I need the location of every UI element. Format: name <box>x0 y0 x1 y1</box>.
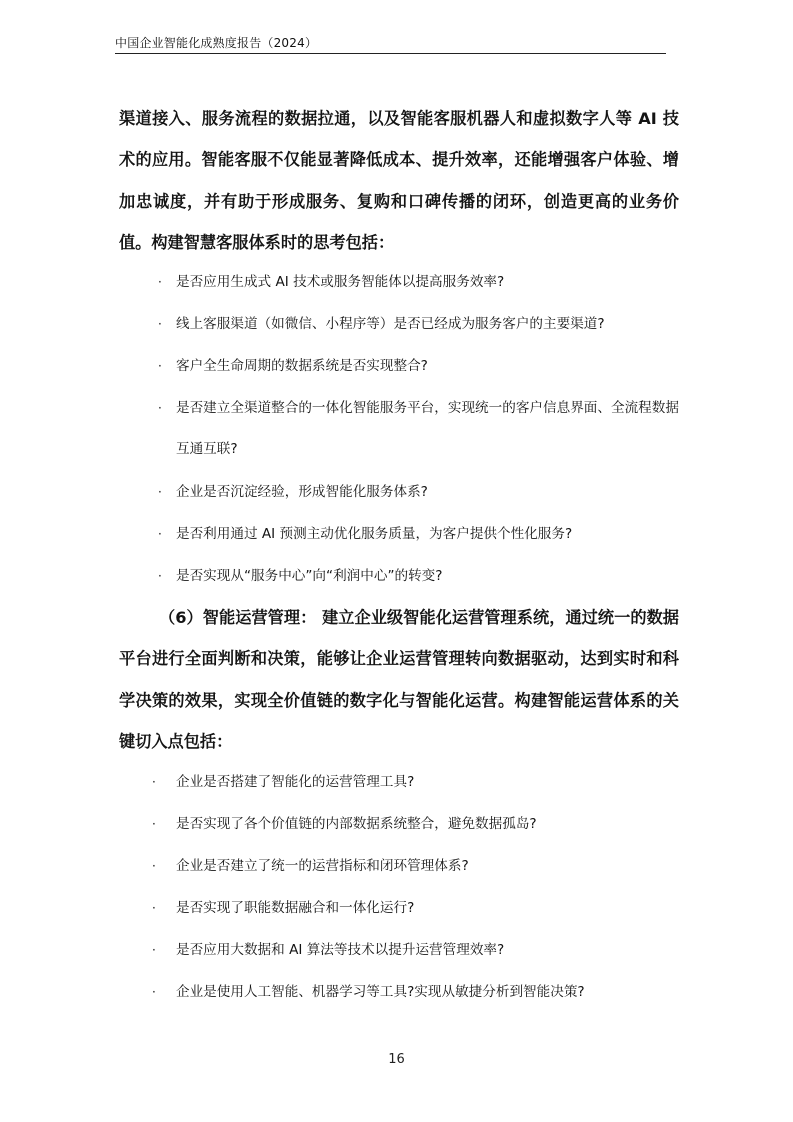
bullet-icon: · <box>152 943 156 957</box>
question-text: 线上客服渠道（如微信、小程序等）是否已经成为服务客户的主要渠道? <box>176 316 605 332</box>
list-item <box>158 388 680 471</box>
customer-service-intro-paragraph: 渠道接入、服务流程的数据拉通，以及智能客服机器人和虚拟数字人等 AI 技术的应用。智能客服不仅能显著降低成本、提升效率，还能增强客户体验、增加忠诚度，并有助于形成服务、复购和口碑传播的闭环，创造更高的业务价值。构建智慧客服体系时的思考包括： <box>119 109 679 252</box>
question-text: 是否实现了职能数据融合和一体化运行? <box>176 900 415 916</box>
list-item <box>158 304 686 345</box>
header-divider <box>115 53 666 54</box>
question-text: 是否实现了各个价值链的内部数据系统整合，避免数据孤岛? <box>176 816 537 832</box>
question-text: 是否实现从“服务中心”向“利润中心”的转变? <box>176 568 443 584</box>
list-item <box>152 888 686 929</box>
bullet-icon: · <box>158 485 162 499</box>
list-item <box>158 346 686 387</box>
bullet-icon: · <box>158 275 162 289</box>
bullet-icon: · <box>158 527 162 541</box>
list-item <box>152 762 686 803</box>
bullet-icon: · <box>158 569 162 583</box>
page-number: 16 <box>388 1052 405 1067</box>
list-item <box>152 930 686 971</box>
bullet-icon: · <box>152 985 156 999</box>
bullet-icon: · <box>152 817 156 831</box>
bullet-icon: · <box>158 401 162 415</box>
list-item <box>152 972 686 1013</box>
operations-intro-paragraph: （6）智能运营管理： 建立企业级智能化运营管理系统，通过统一的数据平台进行全面判断和决策，能够让企业运营管理转向数据驱动，达到实时和科学决策的效果，实现全价值链的数字化与智能化运营。构建智能运营体系的关键切入点包括： <box>119 608 679 751</box>
question-text: 是否利用通过 AI 预测主动优化服务质量，为客户提供个性化服务? <box>176 526 573 542</box>
question-text: 是否建立全渠道整合的一体化智能服务平台，实现统一的客户信息界面、全流程数据互通互联? <box>176 400 679 458</box>
list-item <box>152 846 686 887</box>
bullet-icon: · <box>152 859 156 873</box>
question-text: 是否应用大数据和 AI 算法等技术以提升运营管理效率? <box>176 942 505 958</box>
list-item <box>158 472 686 513</box>
question-text: 企业是否沉淀经验，形成智能化服务体系? <box>176 484 428 500</box>
bullet-icon: · <box>158 359 162 373</box>
question-text: 企业是否搭建了智能化的运营管理工具? <box>176 774 415 790</box>
bullet-icon: · <box>152 901 156 915</box>
bullet-icon: · <box>152 775 156 789</box>
question-text: 企业是否建立了统一的运营指标和闭环管理体系? <box>176 858 469 874</box>
bullet-icon: · <box>158 317 162 331</box>
list-item <box>158 514 686 555</box>
question-text: 企业是使用人工智能、机器学习等工具?实现从敏捷分析到智能决策? <box>176 984 585 1000</box>
list-item <box>158 556 686 597</box>
list-item <box>158 262 686 303</box>
running-header: 中国企业智能化成熟度报告（2024） <box>115 36 318 50</box>
question-text: 客户全生命周期的数据系统是否实现整合? <box>176 358 428 374</box>
question-text: 是否应用生成式 AI 技术或服务智能体以提高服务效率? <box>176 274 505 290</box>
list-item <box>152 804 686 845</box>
